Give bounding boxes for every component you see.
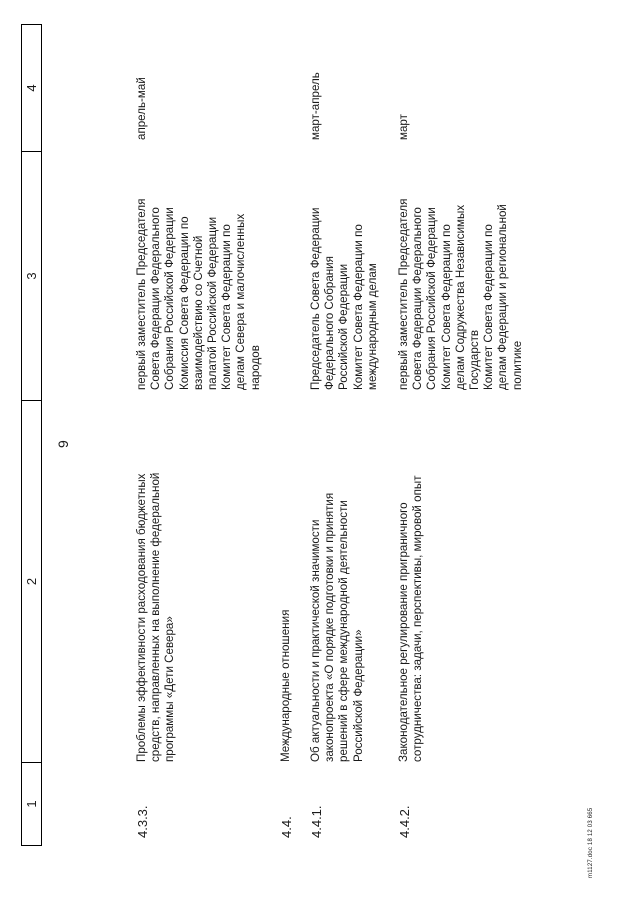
text-line: законопроекта «О порядке подготовки и принятия	[323, 492, 337, 762]
text-line: Государств	[468, 329, 482, 390]
text-line: Комитет Совета Федерации по	[351, 224, 365, 390]
text-line: политике	[510, 340, 524, 390]
text-line: Проблемы эффективности расходования бюджетных	[135, 473, 148, 762]
text-line: средств, направленных на выполнение федеральной	[149, 472, 163, 762]
text-line: Собрания Российской Федерации	[425, 207, 439, 390]
footer-file-stamp: m1127.doc 18 12 03 665	[588, 807, 594, 878]
row-number: 4.3.3.	[135, 805, 150, 838]
row-deadline: апрель-май	[135, 77, 148, 140]
text-line: первый заместитель Председателя	[397, 198, 410, 390]
text-line: делам Содружества Независимых	[453, 204, 467, 390]
row-deadline: март	[397, 114, 410, 140]
text-line: Собрания Российской Федерации	[163, 207, 177, 390]
text-line: Комитет Совета Федерации по	[220, 224, 234, 390]
text-line: народов	[248, 345, 262, 390]
header-col-4: 4	[21, 24, 42, 151]
text-line: Комиссия Совета Федерации по	[177, 216, 191, 390]
text-line: международным делам	[365, 263, 379, 390]
text-line: Председатель Совета Федерации	[309, 207, 322, 390]
text-line: Об актуальности и практической значимости	[309, 519, 322, 762]
row-responsible	[397, 199, 525, 390]
text-line: Федерального Собрания	[323, 256, 337, 390]
row-topic	[309, 493, 366, 762]
section-title: Международные отношения	[279, 609, 292, 762]
text-line: Комитет Совета Федерации по	[482, 224, 496, 390]
text-line: сотрудничества: задачи, перспективы, мировой опыт	[411, 475, 425, 762]
row-topic	[397, 475, 425, 762]
text-line: взаимодействию со Счетной	[191, 235, 205, 390]
row-responsible	[309, 208, 380, 390]
text-line: Комитет Совета Федерации по	[439, 224, 453, 390]
row-number: 4.4.1.	[309, 805, 324, 838]
row-topic	[135, 473, 178, 762]
text-line: Совета Федерации Федерального	[411, 207, 425, 390]
row-deadline: март-апрель	[309, 72, 322, 140]
header-col-1: 1	[21, 762, 42, 846]
text-line: программы «Дети Севера»	[163, 616, 177, 762]
text-line: первый заместитель Председателя	[135, 198, 148, 390]
text-line: Российской Федерации»	[351, 629, 365, 762]
text-line: Российской Федерации	[337, 263, 351, 390]
header-col-3: 3	[21, 151, 42, 400]
text-line: Законодательное регулирование приграничного	[397, 502, 410, 762]
text-line: Совета Федерации Федерального	[149, 207, 163, 390]
row-responsible	[135, 199, 263, 390]
text-line: делам Федерации и региональной	[496, 204, 510, 390]
header-col-2: 2	[21, 400, 42, 762]
text-line: палатой Российской Федерации	[206, 216, 220, 390]
text-line: решений в сфере международной деятельности	[337, 500, 351, 762]
section-number: 4.4.	[279, 816, 294, 838]
text-line: делам Севера и малочисленных	[234, 213, 248, 390]
row-number: 4.4.2.	[397, 805, 412, 838]
page-number: 9	[55, 440, 71, 448]
